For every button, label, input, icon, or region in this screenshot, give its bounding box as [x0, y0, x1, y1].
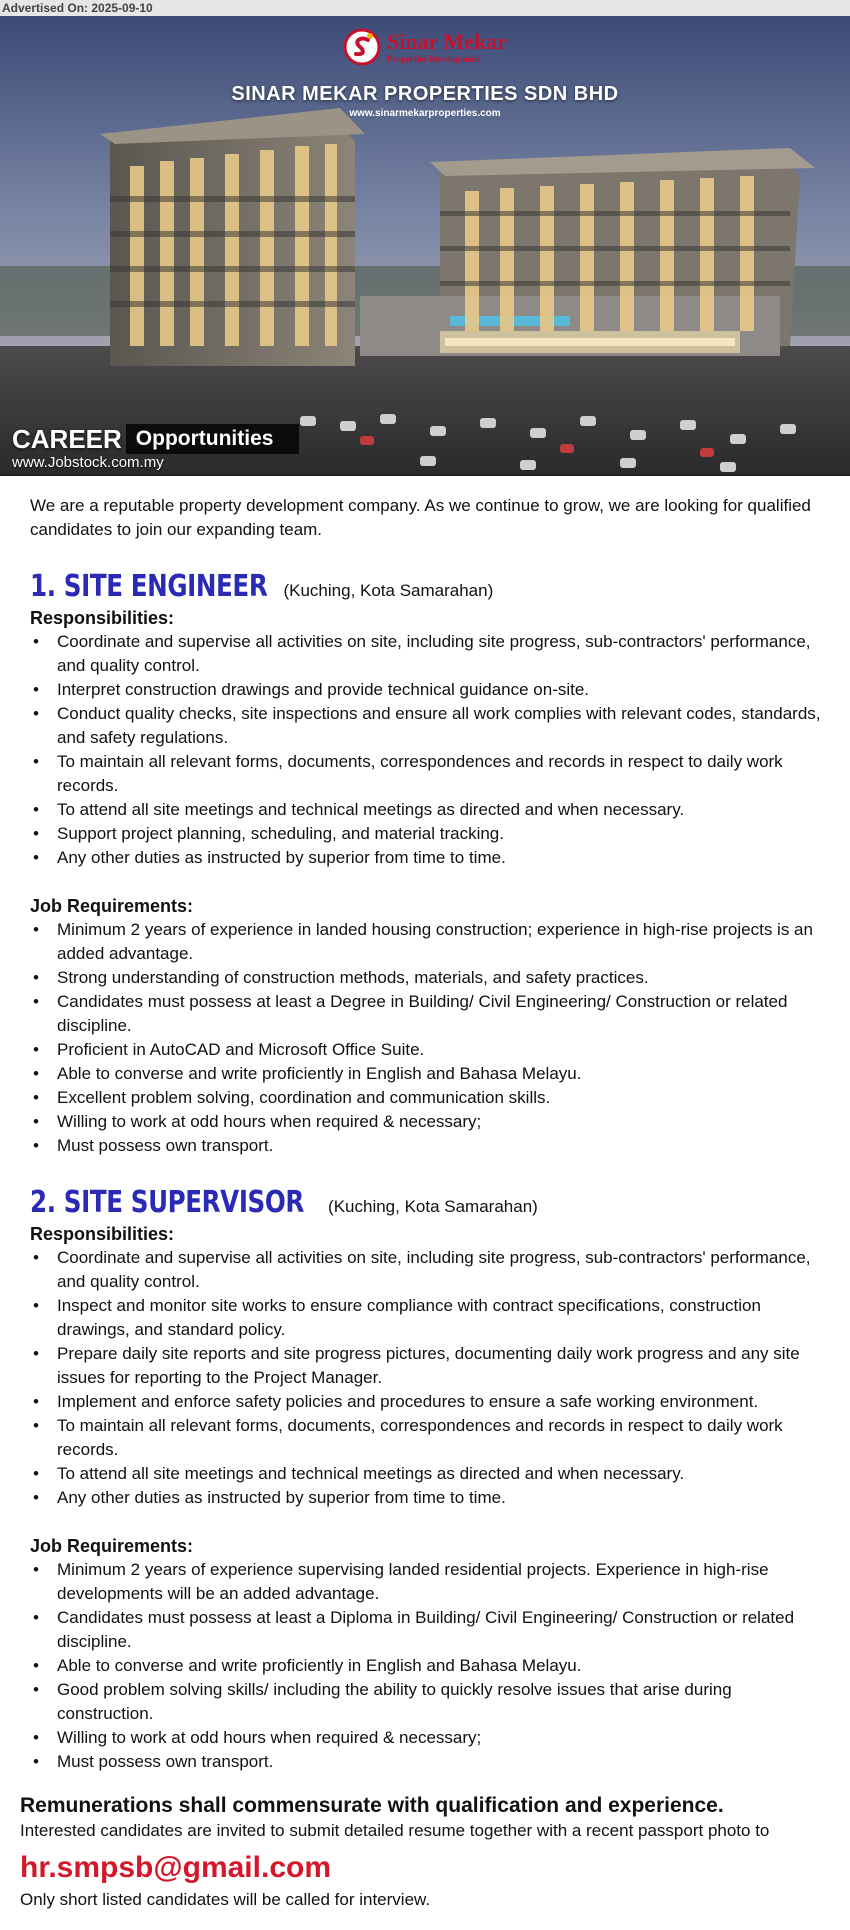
- application-footer: [20, 1792, 840, 1910]
- list-item: • Candidates must possess at least a Degree in Building/ Civil Engineering/ Construction or related discipline.: [30, 990, 830, 1038]
- requirements-heading: Job Requirements:: [30, 1536, 194, 1556]
- requirements-heading: Job Requirements:: [30, 896, 194, 916]
- list-item: • Minimum 2 years of experience in landed housing construction; experience in high-rise projects is an added advantage.: [30, 918, 830, 966]
- list-item: • Any other duties as instructed by superior from time to time.: [30, 1486, 830, 1510]
- contact-email[interactable]: hr.smpsb@gmail.com: [20, 1851, 332, 1884]
- list-item: • Conduct quality checks, site inspections and ensure all work complies with relevant codes, standards, and safety regulations.: [30, 702, 830, 750]
- job-location: (Kuching, Kota Samarahan): [328, 1197, 538, 1216]
- job-location: (Kuching, Kota Samarahan): [283, 581, 494, 600]
- list-item: • Must possess own transport.: [30, 1134, 830, 1158]
- company-header: [0, 28, 850, 119]
- list-item: • Strong understanding of construction methods, materials, and safety practices.: [30, 966, 830, 990]
- requirements-list: [30, 1558, 830, 1774]
- list-item: • Any other duties as instructed by superior from time to time.: [30, 846, 830, 870]
- opportunities-label: Opportunities: [126, 424, 300, 454]
- list-item: • To maintain all relevant forms, documents, correspondences and records in respect to daily work records.: [30, 750, 830, 798]
- job-content: [30, 494, 830, 1774]
- advertised-date: Advertised On: 2025-09-10: [2, 1, 153, 15]
- list-item: • Willing to work at odd hours when required & necessary;: [30, 1726, 830, 1750]
- list-item: • Interpret construction drawings and provide technical guidance on-site.: [30, 678, 830, 702]
- intro-paragraph: We are a reputable property development company. As we continue to grow, we are looking for qualified candidates to join our expanding team.: [30, 496, 811, 539]
- job-site-supervisor: [30, 1186, 830, 1774]
- list-item: • Willing to work at odd hours when required & necessary;: [30, 1110, 830, 1134]
- list-item: • Able to converse and write proficiently in English and Bahasa Melayu.: [30, 1654, 830, 1678]
- application-instructions: Interested candidates are invited to submit detailed resume together with a recent passport photo to: [20, 1821, 770, 1840]
- remuneration-note: Remunerations shall commensurate with qualification and experience.: [20, 1794, 724, 1817]
- company-name: SINAR MEKAR PROPERTIES SDN BHD: [231, 83, 619, 105]
- list-item: • To attend all site meetings and technical meetings as directed and when necessary.: [30, 1462, 830, 1486]
- job-title: 2. SITE SUPERVISOR: [30, 1185, 304, 1220]
- list-item: • Excellent problem solving, coordination and communication skills.: [30, 1086, 830, 1110]
- career-badge: [12, 424, 299, 454]
- list-item: • Candidates must possess at least a Diploma in Building/ Civil Engineering/ Construction or related discipline.: [30, 1606, 830, 1654]
- list-item: • Support project planning, scheduling, and material tracking.: [30, 822, 830, 846]
- shortlist-note: Only short listed candidates will be called for interview.: [20, 1890, 431, 1909]
- career-label: CAREER: [12, 424, 122, 454]
- requirements-list: [30, 918, 830, 1158]
- list-item: • Coordinate and supervise all activities on site, including site progress, sub-contractors' performance, and quality control.: [30, 630, 830, 678]
- job-title: 1. SITE ENGINEER: [30, 569, 268, 604]
- advertised-bar: [0, 0, 850, 16]
- list-item: • To maintain all relevant forms, documents, correspondences and records in respect to daily work records.: [30, 1414, 830, 1462]
- hero-divider: [0, 474, 850, 476]
- list-item: • Must possess own transport.: [30, 1750, 830, 1774]
- responsibilities-list: [30, 1246, 830, 1510]
- responsibilities-heading: Responsibilities:: [30, 608, 175, 628]
- responsibilities-heading: Responsibilities:: [30, 1224, 175, 1244]
- list-item: • Proficient in AutoCAD and Microsoft Office Suite.: [30, 1038, 830, 1062]
- job-site-engineer: [30, 570, 830, 1158]
- list-item: • To attend all site meetings and technical meetings as directed and when necessary.: [30, 798, 830, 822]
- logo-subtitle: Properties Development: [387, 53, 480, 64]
- list-item: • Implement and enforce safety policies and procedures to ensure a safe working environment.: [30, 1390, 830, 1414]
- list-item: • Good problem solving skills/ including the ability to quickly resolve issues that arise during construction.: [30, 1678, 830, 1726]
- company-website[interactable]: www.sinarmekarproperties.com: [349, 108, 501, 119]
- jobstock-watermark: www.Jobstock.com.my: [12, 454, 164, 471]
- logo-name: Sinar Mekar: [387, 28, 507, 54]
- list-item: • Minimum 2 years of experience supervising landed residential projects. Experience in high-rise developments will be an added advantage.: [30, 1558, 830, 1606]
- list-item: • Inspect and monitor site works to ensure compliance with contract specifications, construction drawings, and standard policy.: [30, 1294, 830, 1342]
- list-item: • Coordinate and supervise all activities on site, including site progress, sub-contractors' performance, and quality control.: [30, 1246, 830, 1294]
- list-item: • Prepare daily site reports and site progress pictures, documenting daily work progress and any site issues for reporting to the Project Manager.: [30, 1342, 830, 1390]
- list-item: • Able to converse and write proficiently in English and Bahasa Melayu.: [30, 1062, 830, 1086]
- company-logo-icon: [343, 28, 381, 66]
- responsibilities-list: [30, 630, 830, 870]
